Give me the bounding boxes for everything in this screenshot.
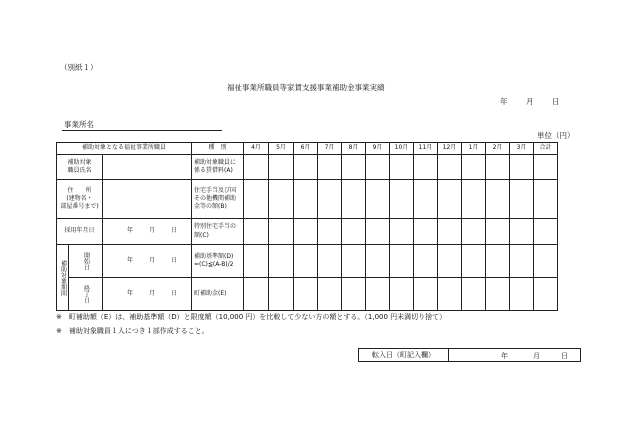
address-label [57,180,103,219]
cell-e[interactable] [438,278,462,311]
form-label: （別紙１） [60,63,98,72]
cell-e[interactable] [414,278,438,311]
cell-b[interactable] [342,180,366,219]
type-e-label: 町補助金(E) [192,278,244,311]
type-d-line1: 補助基準額(D) [194,252,234,260]
month-header: 6月 [294,143,318,155]
start-month: 月 [149,257,156,264]
cell-d[interactable] [534,245,558,278]
cell-e[interactable] [244,278,269,311]
cell-a[interactable] [534,155,558,180]
total-header: 合計 [534,143,558,155]
cell-c[interactable] [342,219,366,245]
cell-c[interactable] [318,219,342,245]
end-date-cell[interactable] [103,278,192,311]
cell-a[interactable] [486,155,510,180]
unit-label: 単位（円） [537,131,575,140]
cell-e[interactable] [269,278,294,311]
cell-b[interactable] [294,180,318,219]
date-month: 月 [526,97,534,106]
cell-d[interactable] [462,245,486,278]
cell-e[interactable] [534,278,558,311]
type-b-label [192,180,244,219]
cell-d[interactable] [366,245,390,278]
address-cell[interactable] [103,180,192,219]
start-date-cell[interactable] [103,245,192,278]
cell-a[interactable] [366,155,390,180]
cell-b[interactable] [269,180,294,219]
cell-b[interactable] [510,180,534,219]
cell-c[interactable] [438,219,462,245]
cell-e[interactable] [294,278,318,311]
staff-name-cell[interactable] [103,155,192,180]
month-header: 10月 [390,143,414,155]
cell-b[interactable] [414,180,438,219]
cell-e[interactable] [318,278,342,311]
record-table [56,142,558,311]
cell-a[interactable] [462,155,486,180]
hire-year: 年 [127,227,134,234]
office-name-line[interactable] [62,130,222,131]
office-name-label: 事業所名 [64,120,94,129]
period-label-text: 補助対象期間 [59,259,67,296]
cell-c[interactable] [294,219,318,245]
cell-a[interactable] [342,155,366,180]
transfer-day: 日 [561,352,568,360]
cell-e[interactable] [390,278,414,311]
page-title: 福祉事業所職員等家賃支援事業補助金事業実績 [227,83,385,92]
month-header: 11月 [414,143,438,155]
start-day: 日 [171,257,178,264]
start-year: 年 [127,257,134,264]
month-header: 3月 [510,143,534,155]
cell-b[interactable] [390,180,414,219]
cell-d[interactable] [244,245,269,278]
hire-date-cell[interactable] [103,219,192,245]
cell-c[interactable] [414,219,438,245]
note-1: ※ 町補助額（E）は、補助基準額（D）と限度額（10,000 円）を比較して少ない方の額とする。（1,000 円未満切り捨て） [56,313,447,321]
cell-e[interactable] [462,278,486,311]
address-label-line2: (建物名・ [66,194,93,202]
header-type: 種 別 [192,143,244,155]
cell-b[interactable] [244,180,269,219]
end-year: 年 [127,290,134,297]
cell-d[interactable] [318,245,342,278]
month-header: 1月 [462,143,486,155]
cell-c[interactable] [510,219,534,245]
cell-b[interactable] [462,180,486,219]
type-a-line2: 係る賃借料(A) [194,167,233,174]
type-c-line1: 特別住宅手当の [194,223,237,231]
note-2: ※ 補助対象職員１人につき１部作成すること。 [56,327,209,335]
month-header: 7月 [318,143,342,155]
hire-month: 月 [149,227,156,234]
cell-b[interactable] [318,180,342,219]
month-header: 2月 [486,143,510,155]
cell-b[interactable] [366,180,390,219]
cell-d[interactable] [414,245,438,278]
cell-a[interactable] [414,155,438,180]
month-header: 5月 [269,143,294,155]
cell-d[interactable] [510,245,534,278]
cell-c[interactable] [534,219,558,245]
cell-c[interactable] [269,219,294,245]
cell-c[interactable] [366,219,390,245]
date-day: 日 [552,97,560,106]
type-d-line2: =(C)≦(A-B)/2 [194,261,234,268]
transfer-year: 年 [501,352,508,360]
address-label-line1: 住 所 [67,186,92,194]
staff-name-label-line1: 補助対象 [67,158,92,166]
cell-e[interactable] [342,278,366,311]
cell-a[interactable] [390,155,414,180]
hire-day: 日 [171,227,178,234]
type-d-label [192,245,244,278]
cell-b[interactable] [486,180,510,219]
cell-d[interactable] [486,245,510,278]
transfer-label: 転入日（町記入欄） [359,349,449,362]
type-a-label [192,155,244,180]
period-label [57,245,69,311]
cell-c[interactable] [390,219,414,245]
month-header: 9月 [366,143,390,155]
cell-e[interactable] [366,278,390,311]
start-label-text: 開始日 [82,252,90,270]
transfer-month: 月 [533,352,540,360]
type-c-line2: 額(C) [194,231,209,239]
cell-d[interactable] [390,245,414,278]
cell-d[interactable] [438,245,462,278]
month-header: 4月 [244,143,269,155]
type-b-line2: その他機関補助 [194,194,237,202]
end-day: 日 [171,290,178,297]
cell-c[interactable] [462,219,486,245]
cell-c[interactable] [486,219,510,245]
type-b-line1: 住宅手当及び国 [194,186,237,194]
cell-d[interactable] [294,245,318,278]
end-label-text: 終了日 [82,285,90,303]
transfer-date-cell[interactable] [449,349,581,362]
cell-a[interactable] [438,155,462,180]
hire-date-label: 採用年月日 [57,219,103,245]
type-c-label [192,219,244,245]
cell-a[interactable] [269,155,294,180]
date-year: 年 [500,97,508,106]
cell-a[interactable] [244,155,269,180]
cell-c[interactable] [244,219,269,245]
staff-name-label [57,155,103,180]
cell-b[interactable] [438,180,462,219]
header-staff: 補助対象となる福祉事業所職員 [57,143,192,155]
cell-d[interactable] [269,245,294,278]
month-header: 8月 [342,143,366,155]
month-header: 12月 [438,143,462,155]
start-label [69,245,103,278]
cell-a[interactable] [318,155,342,180]
address-label-line3: 部屋番号まで) [60,203,99,211]
cell-a[interactable] [510,155,534,180]
cell-a[interactable] [294,155,318,180]
staff-name-label-line2: 職員氏名 [67,167,92,174]
end-month: 月 [149,290,156,297]
cell-e[interactable] [486,278,510,311]
cell-e[interactable] [510,278,534,311]
type-b-line3: 金等の額(B) [194,203,227,211]
cell-d[interactable] [342,245,366,278]
end-label [69,278,103,311]
transfer-box [358,348,581,362]
type-a-line1: 補助対象職員に [194,158,237,166]
cell-b[interactable] [534,180,558,219]
